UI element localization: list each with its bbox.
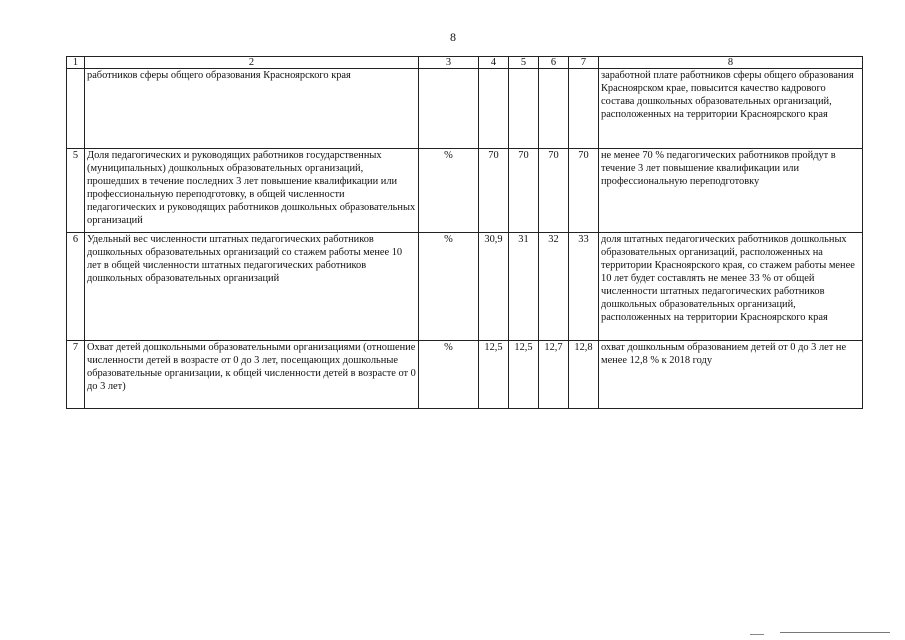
- value-cell: [479, 69, 509, 149]
- indicator-cell: Охват детей дошкольными образовательными организациями (отношение численности детей в возрасте от 0 до 3 лет, посещающих дошкольные образовательные организации, к общей численности детей в возрасте от 0 до 3 лет): [85, 341, 419, 409]
- value-cell: [509, 69, 539, 149]
- value-cell: 12,5: [479, 341, 509, 409]
- indicator-cell: Удельный вес численности штатных педагогических работников дошкольных образовательных организаций со стажем работы менее 10 лет в общей численности штатных педагогических работников дошкольных образовательных организаций: [85, 233, 419, 341]
- result-cell: не менее 70 % педагогических работников пройдут в течение 3 лет повышение квалификации или профессиональную переподготовку: [599, 149, 863, 233]
- column-header: 2: [85, 57, 419, 69]
- column-header: 6: [539, 57, 569, 69]
- result-cell: доля штатных педагогических работников дошкольных образовательных организаций, расположенных на территории Красноярского края, со стажем работы менее 10 лет будет составлять не менее 33 % от общей численности штатных педагогических работников дошкольных образовательных организаций, расположенных на территории Красноярского края: [599, 233, 863, 341]
- table-row: [67, 69, 863, 149]
- value-cell: 12,8: [569, 341, 599, 409]
- column-header: 7: [569, 57, 599, 69]
- value-cell: 70: [479, 149, 509, 233]
- value-cell: 12,7: [539, 341, 569, 409]
- indicator-cell: Доля педагогических и руководящих работников государственных (муниципальных) дошкольных образовательных организаций, прошедших в течение последних 3 лет повышение квалификации или профессиональную переподготовку, в общей численности педагогических и руководящих работников дошкольных образовательных организаций: [85, 149, 419, 233]
- result-cell: охват дошкольным образованием детей от 0 до 3 лет не менее 12,8 % к 2018 году: [599, 341, 863, 409]
- table-row: [67, 341, 863, 409]
- value-cell: 70: [569, 149, 599, 233]
- row-number: 7: [67, 341, 85, 409]
- column-header: 4: [479, 57, 509, 69]
- indicators-table: [66, 56, 863, 409]
- value-cell: 32: [539, 233, 569, 341]
- page-number: 8: [450, 30, 456, 44]
- table-row: [67, 149, 863, 233]
- row-number: [67, 69, 85, 149]
- result-cell: заработной плате работников сферы общего образования Красноярском крае, повысится качество кадрового состава дошкольных образовательных организаций, расположенных на территории Красноярского края: [599, 69, 863, 149]
- table-row: [67, 233, 863, 341]
- value-cell: 70: [539, 149, 569, 233]
- scan-artifact-line: [750, 634, 764, 635]
- column-header: 3: [419, 57, 479, 69]
- value-cell: [569, 69, 599, 149]
- row-number: 6: [67, 233, 85, 341]
- column-header: 8: [599, 57, 863, 69]
- value-cell: [539, 69, 569, 149]
- unit-cell: %: [419, 341, 479, 409]
- unit-cell: %: [419, 149, 479, 233]
- column-header: 5: [509, 57, 539, 69]
- column-header: 1: [67, 57, 85, 69]
- value-cell: 12,5: [509, 341, 539, 409]
- value-cell: 31: [509, 233, 539, 341]
- unit-cell: %: [419, 233, 479, 341]
- scan-artifact-line: [780, 632, 890, 633]
- indicator-cell: работников сферы общего образования Красноярского края: [85, 69, 419, 149]
- value-cell: 33: [569, 233, 599, 341]
- value-cell: 30,9: [479, 233, 509, 341]
- unit-cell: [419, 69, 479, 149]
- row-number: 5: [67, 149, 85, 233]
- table-header-row: [67, 57, 863, 69]
- value-cell: 70: [509, 149, 539, 233]
